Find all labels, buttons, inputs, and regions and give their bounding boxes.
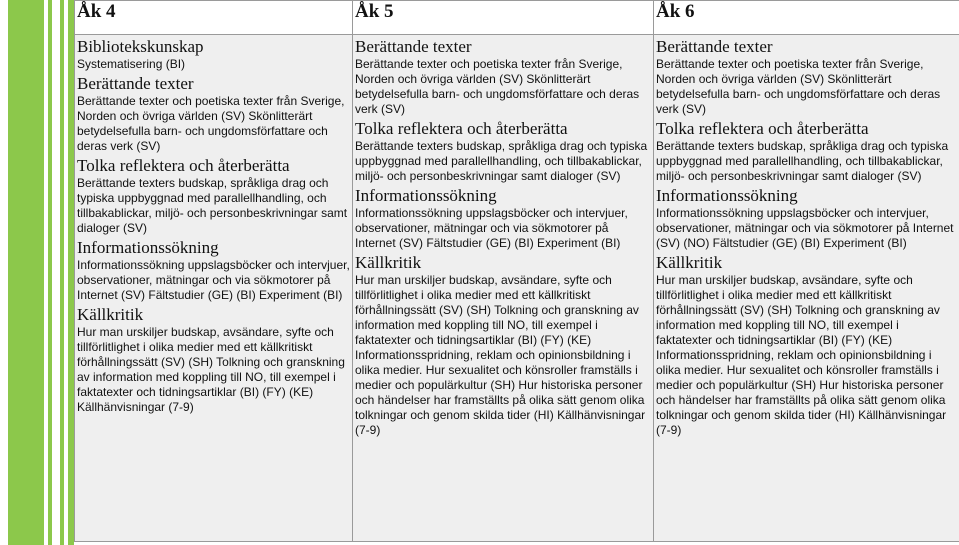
- year-header: Åk 5: [353, 1, 654, 35]
- section-text: Hur man urskiljer budskap, avsändare, syfte och tillförlitlighet i olika medier med ett källkritiskt förhållningssätt (SV) (SH) Tolkning och granskning av information med koppling till NO, till exempel i faktatexter och tidningsartiklar (BI) (FY) (KE) Källhänvisningar (7-9): [77, 325, 345, 414]
- section-text: Informationssökning uppslagsböcker och intervjuer, observationer, mätningar och via sökmotorer på Internet (SV) Fältstudier (GE) (BI) Experiment (BI): [77, 258, 350, 302]
- section-text: Informationssökning uppslagsböcker och intervjuer, observationer, mätningar och via sökmotorer på Internet (SV) Fältstudier (GE) (BI) Experiment (BI): [355, 206, 628, 250]
- section-heading: Tolka reflektera och återberätta: [656, 119, 869, 138]
- section-text: Berättande texter och poetiska texter från Sverige, Norden och övriga världen (SV) Skönlitterärt betydelsefulla barn- och ungdomsförfattare och deras verk (SV): [77, 94, 345, 153]
- section-heading: Bibliotekskunskap: [77, 37, 204, 56]
- section-text: Berättande texters budskap, språkliga drag och typiska uppbyggnad med parallellhandling, och tillbakablickar, miljö- och personbeskrivningar samt dialoger (SV): [355, 139, 648, 183]
- grade-5-column: [353, 35, 654, 542]
- section-heading: Källkritik: [355, 253, 422, 272]
- section-text: Berättande texter och poetiska texter från Sverige, Norden och övriga världen (SV) Skönlitterärt betydelsefulla barn- och ungdomsförfattare och deras verk (SV): [656, 57, 941, 116]
- section-text: Informationssökning uppslagsböcker och intervjuer, observationer, mätningar och via sökmotorer på Internet (SV) (NO) Fältstudier (GE) (BI) Experiment (BI): [656, 206, 954, 250]
- section-text: Berättande texter och poetiska texter från Sverige, Norden och övriga världen (SV) Skönlitterärt betydelsefulla barn- och ungdomsförfattare och deras verk (SV): [355, 57, 640, 116]
- section-text: Berättande texters budskap, språkliga drag och typiska uppbyggnad med parallellhandling, och tillbakablickar, miljö- och personbeskrivningar samt dialoger (SV): [656, 139, 949, 183]
- section-heading: Berättande texter: [77, 74, 194, 93]
- section-heading: Berättande texter: [656, 37, 773, 56]
- grade-6-column: [654, 35, 959, 542]
- section-heading: Källkritik: [656, 253, 723, 272]
- section-heading: Informationssökning: [355, 186, 497, 205]
- header-row: [75, 1, 959, 35]
- decorative-green-stripe: [0, 0, 74, 545]
- section-heading: Tolka reflektera och återberätta: [77, 156, 290, 175]
- grade-4-column: [75, 35, 353, 542]
- year-header: Åk 6: [654, 1, 959, 35]
- section-text: Berättande texters budskap, språkliga drag och typiska uppbyggnad med parallellhandling, och tillbakablickar, miljö- och personbeskrivningar samt dialoger (SV): [77, 176, 348, 235]
- section-text: Hur man urskiljer budskap, avsändare, syfte och tillförlitlighet i olika medier med ett källkritiskt förhållningssätt (SV) (SH) Tolkning och granskning av information med koppling till NO, till exempel i faktatexter och tidningsartiklar (BI) (FY) (KE) Informationsspridning, reklam och opinionsbildning i olika medier. Hur sexualitet och könsroller framställs i medier och populärkultur (SH) Hur historiska personer och händelser har framställts på olika sätt genom olika tolkningar och genom skilda tider (HI) Källhänvisningar (7-9): [656, 273, 947, 437]
- curriculum-table: [74, 0, 959, 542]
- section-heading: Berättande texter: [355, 37, 472, 56]
- content-row: [75, 35, 959, 542]
- section-text: Systematisering (BI): [77, 57, 186, 71]
- section-heading: Källkritik: [77, 305, 144, 324]
- section-heading: Informationssökning: [77, 238, 219, 257]
- section-text: Hur man urskiljer budskap, avsändare, syfte och tillförlitlighet i olika medier med ett källkritiskt förhållningssätt (SV) (SH) Tolkning och granskning av information med koppling till NO, till exempel i faktatexter och tidningsartiklar (BI) (FY) (KE) Informationsspridning, reklam och opinionsbildning i olika medier. Hur sexualitet och könsroller framställs i medier och populärkultur (SH) Hur historiska personer och händelser har framställts på olika sätt genom olika tolkningar och genom skilda tider (HI) Källhänvisningar (7-9): [355, 273, 646, 437]
- year-header: Åk 4: [75, 1, 353, 35]
- section-heading: Tolka reflektera och återberätta: [355, 119, 568, 138]
- section-heading: Informationssökning: [656, 186, 798, 205]
